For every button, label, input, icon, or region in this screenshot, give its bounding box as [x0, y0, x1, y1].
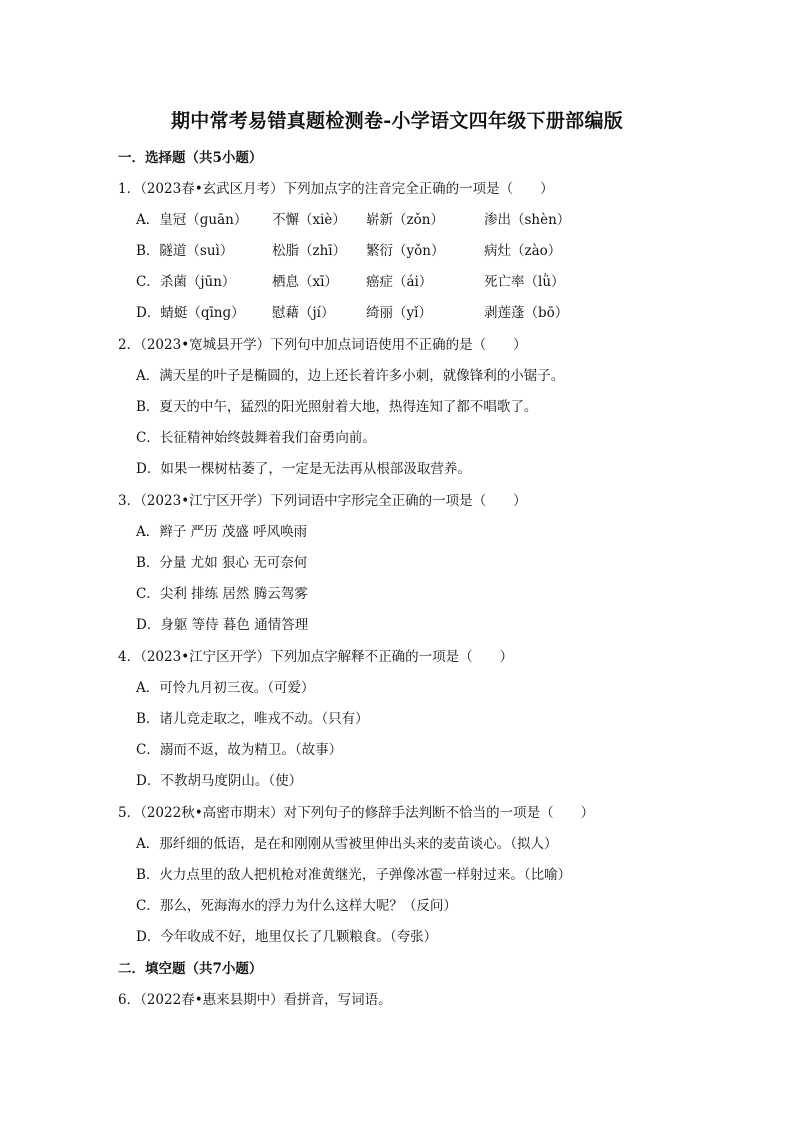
option-cell: 栖息（xī）: [272, 274, 338, 290]
question-3-option-d: D．身躯 等侍 暮色 通情答理: [136, 617, 309, 633]
option-cell: 死亡率（lǜ）: [484, 274, 565, 290]
option-cell: C．杀菌（jūn）: [136, 274, 236, 290]
option-cell: 剥莲蓬（bō）: [484, 305, 569, 321]
option-cell: 慰藉（jí）: [272, 305, 335, 321]
question-5-option-a: A．那纤细的低语，是在和刚刚从雪被里伸出头来的麦苗谈心。（拟人）: [136, 836, 558, 852]
section-heading-choice: 一．选择题（共5小题）: [118, 150, 263, 166]
option-cell: B．隧道（suì）: [136, 243, 234, 259]
question-2-option-d: D．如果一棵树枯萎了，一定是无法再从根部汲取营养。: [136, 461, 471, 477]
question-3-option-a: A．辫子 严历 茂盛 呼风唤雨: [136, 524, 308, 540]
question-5-stem: 5．（2022秋•高密市期末）对下列句子的修辞手法判断不恰当的一项是（ ）: [118, 805, 595, 821]
question-3-option-b: B．分量 尤如 狠心 无可奈何: [136, 555, 308, 571]
question-1-stem: 1．（2023春•玄武区月考）下列加点字的注音完全正确的一项是（ ）: [118, 181, 554, 197]
question-5-option-b: B．火力点里的敌人把机枪对准黄继光，子弹像冰雹一样射过来。（比喻）: [136, 867, 572, 883]
option-cell: A．皇冠（ɡuān）: [136, 212, 248, 228]
option-cell: 渗出（shèn）: [484, 212, 571, 228]
question-4-option-a: A．可怜九月初三夜。（可爱）: [136, 680, 315, 696]
section-heading-fill-in: 二．填空题（共7小题）: [118, 961, 263, 977]
page-title: 期中常考易错真题检测卷-小学语文四年级下册部编版: [170, 110, 624, 132]
option-cell: D．蜻蜓（qīnɡ）: [136, 305, 245, 321]
question-4-option-b: B．诸儿竞走取之，唯戎不动。（只有）: [136, 711, 369, 727]
option-cell: 松脂（zhī）: [272, 243, 347, 259]
option-cell: 不懈（xiè）: [272, 212, 346, 228]
question-3-option-c: C．尖利 排练 居然 腾云驾雾: [136, 586, 308, 602]
option-cell: 绮丽（yǐ）: [366, 305, 432, 321]
option-cell: 癌症（ái）: [366, 274, 433, 290]
question-2-option-b: B．夏天的中午，猛烈的阳光照射着大地，热得连知了都不唱歌了。: [136, 399, 538, 415]
question-2-option-a: A．满天星的叶子是椭圆的，边上还长着许多小刺，就像锋利的小锯子。: [136, 368, 565, 384]
option-cell: 崭新（zǒn）: [366, 212, 444, 228]
question-5-option-c: C．那么，死海海水的浮力为什么这样大呢？（反问）: [136, 898, 457, 914]
option-cell: 繁衍（yǒn）: [366, 243, 445, 259]
question-4-stem: 4．（2023•江宁区开学）下列加点字解释不正确的一项是（ ）: [118, 649, 514, 665]
question-3-stem: 3．（2023•江宁区开学）下列词语中字形完全正确的一项是（ ）: [118, 493, 527, 509]
question-4-option-d: D．不教胡马度阴山。（使）: [136, 773, 303, 789]
question-5-option-d: D．今年收成不好，地里仅长了几颗粮食。（夸张）: [136, 929, 438, 945]
question-2-option-c: C．长征精神始终鼓舞着我们奋勇向前。: [136, 430, 376, 446]
option-cell: 病灶（zào）: [484, 243, 562, 259]
question-4-option-c: C．溺而不返，故为精卫。（故事）: [136, 742, 343, 758]
question-6-stem: 6．（2022春•惠来县期中）看拼音，写词语。: [118, 992, 392, 1008]
question-2-stem: 2．（2023•宽城县开学）下列句中加点词语使用不正确的是（ ）: [118, 337, 527, 353]
